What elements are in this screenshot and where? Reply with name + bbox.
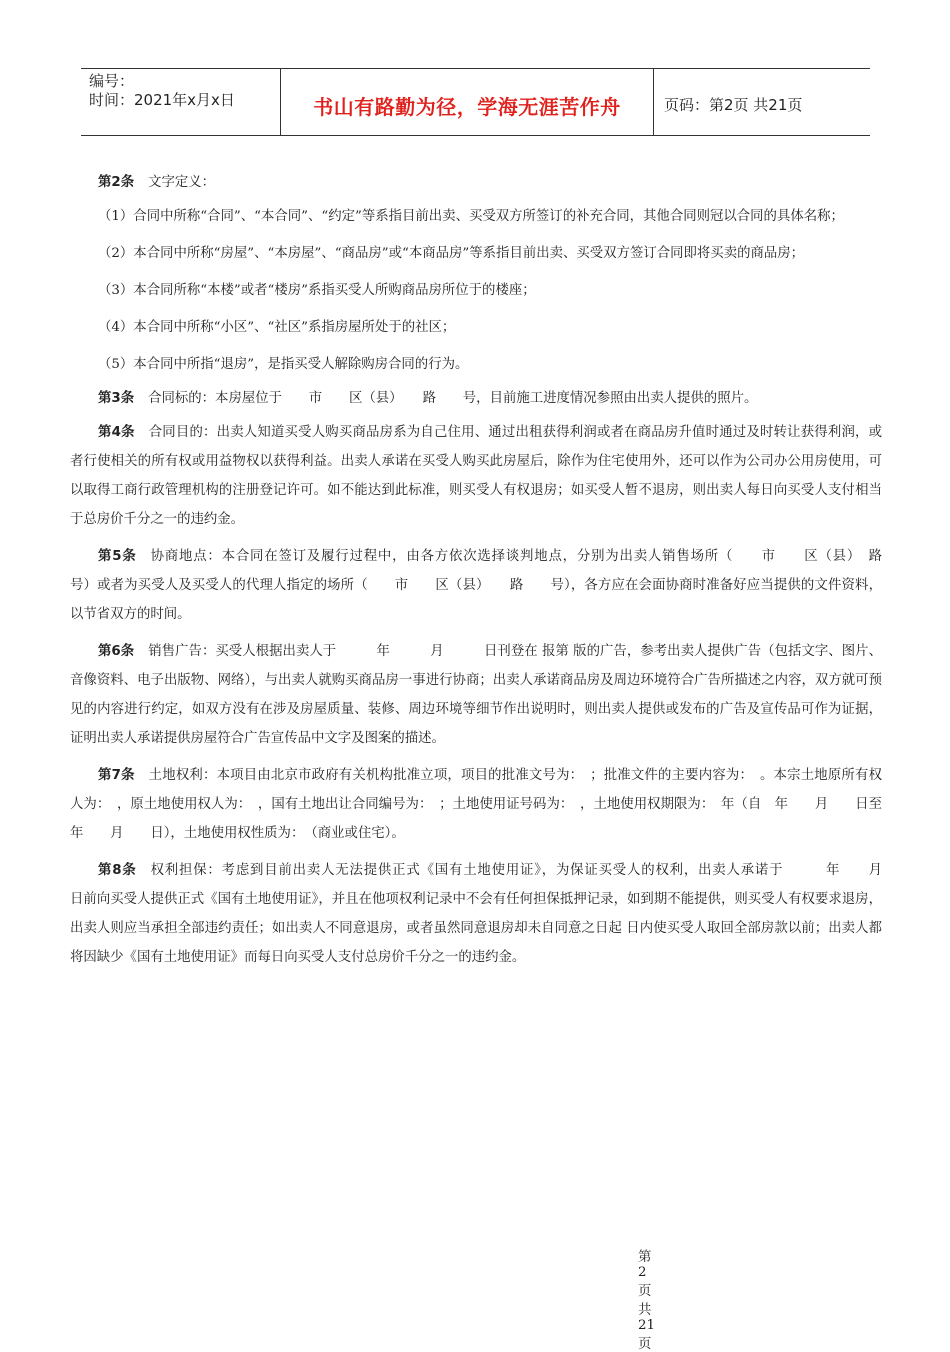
article-4 — [70, 418, 882, 534]
contract-body — [70, 168, 923, 980]
article-text: 土地权利：本项目由北京市政府有关机构批准立项，项目的批准文号为： ；批准文件的主要内容为： 。本宗土地原所有权人为： ，原土地使用权人为： ，国有土地出让合同编号为： ；土地使用证号码为： ，土地使用权期限为： 年（自 年 月 日至 年 月 日），土地使用权性质为： （商业或住宅）。 — [70, 768, 909, 841]
header-page-info: 页码：第2页 共21页 — [664, 95, 803, 114]
article-8 — [70, 856, 923, 972]
article-5 — [70, 542, 909, 629]
article-6 — [70, 637, 882, 753]
article-text: 合同标的：本房屋位于 市 区（县） 路 号，目前施工进度情况参照由出卖人提供的照片。 — [148, 391, 758, 406]
page-header — [81, 68, 870, 136]
article-text: 合同目的：出卖人知道买受人购买商品房系为自己住用、通过出租获得利润或者在商品房升值时通过及时转让获得利润，或者行使相关的所有权或用益物权以获得利益。出卖人承诺在买受人购买此房屋后，除作为住宅使用外，还可以作为公司办公用房使用，可以取得工商行政管理机构的注册登记许可。如不能达到此标准，则买受人有权退房；如买受人暂不退房，则出卖人每日向买受人支付相当于总房价千分之一的违约金。 — [70, 425, 882, 527]
article-7 — [70, 761, 909, 848]
article-3 — [70, 384, 882, 413]
article-number: 第8条 — [98, 863, 137, 878]
article-number: 第4条 — [98, 425, 135, 440]
definition-text: （5）本合同中所指“退房”，是指买受人解除购房合同的行为。 — [98, 357, 469, 372]
definition-text: （4）本合同中所称“小区”、“社区”系指房屋所处于的社区； — [98, 320, 456, 335]
article-2 — [70, 168, 882, 197]
article-number: 第3条 — [98, 391, 135, 406]
definition-5 — [70, 350, 882, 379]
header-motto: 书山有路勤为径，学海无涯苦作舟 — [281, 69, 654, 135]
header-meta — [81, 69, 281, 135]
article-number: 第7条 — [98, 768, 135, 783]
definition-3 — [70, 276, 882, 305]
definition-text: （3）本合同所称“本楼”或者“楼房”系指买受人所购商品房所位于的楼座； — [98, 283, 536, 298]
definition-text: （2）本合同中所称“房屋”、“本房屋”、“商品房”或“本商品房”等系指目前出卖、买受双方签订合同即将买卖的商品房； — [98, 246, 805, 261]
definition-1 — [70, 202, 882, 231]
document-time-label: 时间：2021年x月x日 — [89, 91, 235, 109]
article-number: 第2条 — [98, 175, 135, 190]
article-number: 第5条 — [98, 549, 137, 564]
definition-2 — [70, 239, 882, 268]
article-text: 文字定义： — [148, 175, 216, 190]
definition-text: （1）合同中所称“合同”、“本合同”、“约定”等系指目前出卖、买受双方所签订的补充合同，其他合同则冠以合同的具体名称； — [98, 209, 844, 224]
definition-4 — [70, 313, 882, 342]
article-text: 权利担保：考虑到目前出卖人无法提供正式《国有土地使用证》，为保证买受人的权利，出卖人承诺于 年 月 日前向买受人提供正式《国有土地使用证》，并且在他项权利记录中不会有任何担保抵押记录，如到期不能提供，则买受人有权要求退房，出卖人则应当承担全部违约责任；如出卖人不同意退房，或者虽然同意退房却未自同意之日起 日内使买受人取回全部房款以前；出卖人都将因缺少《国有土地使用证》而每日向买受人支付总房价千分之一的违约金。 — [70, 863, 923, 965]
article-text: 销售广告：买受人根据出卖人于 年 月 日刊登在 报第 版的广告，参考出卖人提供广告（包括文字、图片、音像资料、电子出版物、网络），与出卖人就购买商品房一事进行协商；出卖人承诺商品房及周边环境符合广告所描述之内容，双方就可预见的内容进行约定，如双方没有在涉及房屋质量、装修、周边环境等细节作出说明时，则出卖人提供或发布的广告及宣传品可作为证据，证明出卖人承诺提供房屋符合广告宣传品中文字及图案的描述。 — [70, 644, 882, 746]
document-number-label: 编号： — [89, 72, 135, 90]
article-number: 第6条 — [98, 644, 135, 659]
footer-page-number: 第 2 页 共 21 页 — [638, 1250, 656, 1352]
article-text: 协商地点：本合同在签订及履行过程中，由各方依次选择谈判地点，分别为出卖人销售场所（ 市 区（县） 路 号）或者为买受人及买受人的代理人指定的场所（ 市 区（县） 路 号），各方应在会面协商时准备好应当提供的文件资料，以节省双方的时间。 — [70, 549, 909, 622]
